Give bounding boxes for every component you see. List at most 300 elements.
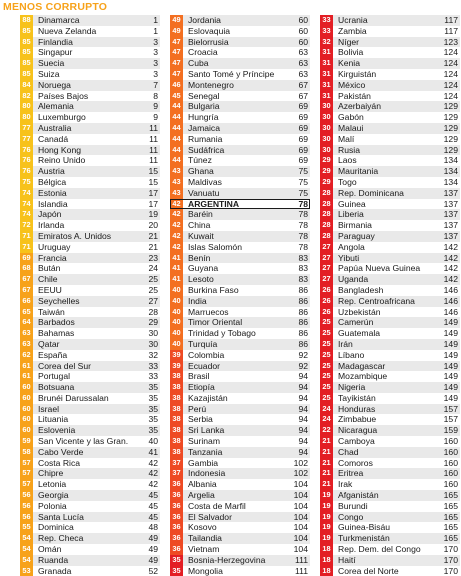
country-cell: Pakistán — [338, 90, 371, 101]
table-row — [170, 544, 310, 555]
table-row — [320, 47, 460, 58]
score-cell: 80 — [20, 101, 33, 112]
score-cell: 44 — [170, 145, 183, 156]
rank-cell: 49 — [148, 544, 158, 555]
table-row — [320, 468, 460, 479]
country-cell: Togo — [338, 176, 357, 187]
score-cell: 85 — [20, 58, 33, 69]
score-cell: 26 — [320, 285, 333, 296]
table-row — [320, 447, 460, 458]
score-cell: 27 — [320, 263, 333, 274]
country-cell: Kazajistán — [188, 392, 228, 403]
rank-cell: 67 — [282, 80, 310, 91]
score-cell: 30 — [320, 134, 333, 145]
rank-cell: 146 — [443, 306, 458, 317]
score-cell: 60 — [20, 404, 33, 415]
score-cell: 61 — [20, 361, 33, 372]
rank-cell: 129 — [432, 101, 460, 112]
country-cell: Ucrania — [333, 15, 432, 26]
table-row — [170, 479, 310, 490]
score-cell: 58 — [20, 447, 33, 458]
table-row — [170, 317, 310, 328]
rank-cell: 170 — [432, 555, 460, 566]
rank-cell: 129 — [443, 112, 458, 123]
score-cell: 53 — [20, 566, 33, 576]
table-row — [320, 199, 460, 210]
table-row — [20, 134, 160, 145]
table-row — [20, 328, 160, 339]
score-cell: 72 — [20, 220, 33, 231]
table-row — [170, 555, 310, 566]
rank-cell: 42 — [132, 468, 160, 479]
score-cell: 47 — [170, 69, 183, 80]
country-cell: Comoros — [338, 457, 373, 468]
score-cell: 40 — [170, 328, 183, 339]
country-cell: Montenegro — [183, 80, 282, 91]
score-cell: 25 — [320, 371, 333, 382]
country-cell: Zambia — [338, 25, 367, 36]
table-row — [170, 533, 310, 544]
rank-cell: 94 — [298, 392, 308, 403]
table-row — [320, 296, 460, 307]
country-cell: Croacia — [188, 47, 218, 58]
score-cell: 44 — [170, 134, 183, 145]
table-row — [20, 458, 160, 469]
table-row — [320, 101, 460, 112]
score-cell: 69 — [20, 253, 33, 264]
rank-cell: 134 — [432, 166, 460, 177]
score-cell: 33 — [320, 15, 333, 26]
rank-cell: 11 — [149, 133, 158, 144]
table-row — [170, 382, 310, 393]
score-cell: 49 — [170, 15, 183, 26]
score-cell: 38 — [170, 447, 183, 458]
table-row — [20, 479, 160, 490]
rank-cell: 124 — [432, 58, 460, 69]
score-cell: 42 — [170, 220, 183, 231]
table-row — [170, 361, 310, 372]
score-cell: 42 — [170, 209, 183, 220]
score-cell: 37 — [170, 458, 183, 469]
rank-cell: 7 — [132, 80, 160, 91]
score-cell: 60 — [20, 393, 33, 404]
score-cell: 19 — [320, 490, 333, 501]
country-cell: Lituania — [38, 414, 69, 425]
table-row — [320, 458, 460, 469]
score-cell: 66 — [20, 296, 33, 307]
rank-cell: 33 — [148, 371, 158, 382]
table-row — [20, 533, 160, 544]
country-cell: Vanuatu — [183, 188, 282, 199]
rank-cell: 149 — [432, 382, 460, 393]
rank-cell: 30 — [132, 339, 160, 350]
rank-cell: 75 — [298, 176, 308, 187]
rank-cell: 160 — [432, 447, 460, 458]
table-row — [320, 371, 460, 382]
rank-cell: 23 — [132, 253, 160, 264]
score-cell: 30 — [320, 112, 333, 123]
rank-cell: 94 — [282, 382, 310, 393]
table-row — [20, 242, 160, 253]
country-cell: Finlandia — [33, 37, 132, 48]
rank-cell: 63 — [298, 68, 308, 79]
score-cell: 24 — [320, 414, 333, 425]
country-cell: Irán — [333, 339, 432, 350]
table-row — [20, 253, 160, 264]
country-cell: Surinam — [188, 436, 220, 447]
score-cell: 84 — [20, 80, 33, 91]
table-row — [20, 220, 160, 231]
score-cell: 27 — [320, 253, 333, 264]
country-cell: Reino Unido — [38, 155, 86, 166]
country-cell: Qatar — [33, 339, 132, 350]
score-cell: 36 — [170, 522, 183, 533]
table-row — [20, 155, 160, 166]
score-cell: 45 — [170, 91, 183, 102]
country-cell: Uganda — [333, 274, 432, 285]
rank-cell: 134 — [443, 155, 458, 166]
score-cell: 28 — [320, 231, 333, 242]
score-cell: 43 — [170, 188, 183, 199]
score-cell: 22 — [320, 425, 333, 436]
score-cell: 41 — [170, 263, 183, 274]
country-cell: Bélgica — [38, 176, 67, 187]
table-title: MENOS CORRUPTO — [3, 1, 108, 13]
country-cell: Malaui — [333, 123, 432, 134]
country-cell: Timor Oriental — [183, 317, 282, 328]
country-cell: Zimbabue — [338, 414, 377, 425]
score-cell: 56 — [20, 512, 33, 523]
table-row — [170, 58, 310, 69]
country-cell: Mozambique — [338, 371, 388, 382]
score-cell: 56 — [20, 501, 33, 512]
country-cell: Brunéi Darussalan — [38, 392, 109, 403]
score-cell: 29 — [320, 177, 333, 188]
score-cell: 44 — [170, 112, 183, 123]
country-cell: Ruanda — [33, 555, 132, 566]
score-cell: 44 — [170, 123, 183, 134]
rank-cell: 24 — [148, 263, 158, 274]
table-row — [20, 501, 160, 512]
score-cell: 46 — [170, 80, 183, 91]
score-cell: 54 — [20, 533, 33, 544]
rank-cell: 45 — [132, 490, 160, 501]
ranking-column-1 — [20, 15, 160, 576]
country-cell: Rumania — [188, 133, 223, 144]
table-row — [170, 263, 310, 274]
rank-cell: 69 — [298, 112, 308, 123]
rank-cell: 94 — [298, 436, 308, 447]
table-row — [320, 339, 460, 350]
country-cell: Papúa Nueva Guinea — [338, 263, 421, 274]
rank-cell: 35 — [148, 392, 158, 403]
rank-cell: 157 — [443, 414, 458, 425]
table-row — [320, 231, 460, 242]
score-cell: 54 — [20, 555, 33, 566]
table-row — [20, 123, 160, 134]
country-cell: Níger — [333, 37, 432, 48]
country-cell: Canadá — [38, 133, 69, 144]
rank-cell: 104 — [293, 522, 308, 533]
score-cell: 54 — [20, 544, 33, 555]
rank-cell: 19 — [132, 209, 160, 220]
score-cell: 68 — [20, 263, 33, 274]
score-cell: 57 — [20, 479, 33, 490]
rank-cell: 1 — [132, 15, 160, 26]
country-cell: Vietnam — [188, 544, 220, 555]
country-cell: Tayikistán — [338, 392, 376, 403]
rank-cell: 142 — [443, 263, 458, 274]
country-cell: ARGENTINA — [188, 198, 240, 209]
rank-cell: 3 — [153, 68, 158, 79]
score-cell: 77 — [20, 123, 33, 134]
score-cell: 38 — [170, 414, 183, 425]
country-cell: México — [333, 80, 432, 91]
rank-cell: 45 — [132, 512, 160, 523]
score-cell: 85 — [20, 26, 33, 37]
rank-cell: 117 — [432, 15, 460, 26]
table-row — [320, 361, 460, 372]
rank-cell: 52 — [148, 565, 158, 576]
table-row — [320, 350, 460, 361]
table-row — [20, 544, 160, 555]
rank-cell: 159 — [432, 425, 460, 436]
rank-cell: 137 — [432, 188, 460, 199]
rank-cell: 60 — [298, 25, 308, 36]
rank-cell: 49 — [132, 533, 160, 544]
score-cell: 25 — [320, 361, 333, 372]
table-row — [320, 155, 460, 166]
rank-cell: 3 — [132, 58, 160, 69]
table-row — [320, 285, 460, 296]
table-row — [320, 58, 460, 69]
score-cell: 38 — [170, 371, 183, 382]
score-cell: 42 — [170, 231, 183, 242]
country-cell: Seychelles — [33, 296, 132, 307]
table-row — [20, 188, 160, 199]
country-cell: Tailandia — [183, 533, 282, 544]
country-cell: Colombia — [188, 349, 225, 360]
score-cell: 47 — [170, 37, 183, 48]
table-row — [320, 404, 460, 415]
country-cell: Birmania — [338, 220, 372, 231]
table-row — [20, 209, 160, 220]
table-row — [320, 253, 460, 264]
rank-cell: 9 — [153, 112, 158, 123]
rank-cell: 25 — [132, 274, 160, 285]
table-row — [320, 220, 460, 231]
country-cell: Turquía — [183, 339, 282, 350]
score-cell: 71 — [20, 231, 33, 242]
table-row — [320, 436, 460, 447]
table-row — [20, 285, 160, 296]
rank-cell: 137 — [432, 209, 460, 220]
table-row — [320, 145, 460, 156]
score-cell: 31 — [320, 91, 333, 102]
country-cell: Mauritania — [333, 166, 432, 177]
table-row — [20, 26, 160, 37]
country-cell: Guinea — [338, 198, 366, 209]
score-cell: 21 — [320, 458, 333, 469]
rank-cell: 83 — [282, 274, 310, 285]
rank-cell: 3 — [153, 47, 158, 58]
country-cell: Túnez — [188, 155, 212, 166]
country-cell: Uruguay — [38, 241, 71, 252]
table-row — [170, 231, 310, 242]
rank-cell: 78 — [282, 231, 310, 242]
country-cell: Laos — [338, 155, 357, 166]
country-cell: Etiopía — [183, 382, 282, 393]
score-cell: 25 — [320, 350, 333, 361]
country-cell: Japón — [33, 209, 132, 220]
rank-cell: 94 — [282, 425, 310, 436]
rank-cell: 35 — [132, 404, 160, 415]
table-row — [320, 382, 460, 393]
rank-cell: 165 — [432, 490, 460, 501]
country-cell: Baréin — [183, 209, 282, 220]
table-row — [320, 26, 460, 37]
score-cell: 47 — [170, 47, 183, 58]
table-row — [320, 188, 460, 199]
table-row — [20, 58, 160, 69]
rank-cell: 94 — [282, 404, 310, 415]
table-row-highlighted — [170, 199, 310, 210]
rank-cell: 92 — [298, 349, 308, 360]
country-cell: Nicaragua — [333, 425, 432, 436]
rank-cell: 142 — [443, 241, 458, 252]
country-cell: Rep. Checa — [33, 533, 132, 544]
country-cell: Australia — [33, 123, 132, 134]
table-row — [20, 382, 160, 393]
country-cell: Emiratos A. Unidos — [33, 231, 132, 242]
table-row — [170, 209, 310, 220]
rank-cell: 137 — [443, 220, 458, 231]
rank-cell: 160 — [443, 457, 458, 468]
table-row — [20, 371, 160, 382]
country-cell: Congo — [333, 512, 432, 523]
rank-cell: 137 — [443, 198, 458, 209]
score-cell: 28 — [320, 209, 333, 220]
rank-cell: 86 — [282, 296, 310, 307]
table-row — [320, 112, 460, 123]
score-cell: 30 — [320, 101, 333, 112]
score-cell: 42 — [170, 199, 183, 210]
rank-cell: 78 — [298, 198, 308, 209]
country-cell: Turkmenistán — [333, 533, 432, 544]
country-cell: Eslovaquia — [188, 25, 231, 36]
score-cell: 65 — [20, 307, 33, 318]
rank-cell: 32 — [148, 349, 158, 360]
score-cell: 19 — [320, 501, 333, 512]
country-cell: Malí — [338, 133, 355, 144]
table-row — [320, 134, 460, 145]
country-cell: Ghana — [183, 166, 282, 177]
country-cell: Trinidad y Tobago — [188, 328, 256, 339]
score-cell: 36 — [170, 490, 183, 501]
score-cell: 19 — [320, 512, 333, 523]
rank-cell: 160 — [432, 468, 460, 479]
score-cell: 25 — [320, 328, 333, 339]
rank-cell: 17 — [148, 198, 158, 209]
country-cell: Paraguay — [333, 231, 432, 242]
table-row — [320, 274, 460, 285]
country-cell: Eritrea — [333, 468, 432, 479]
rank-cell: 21 — [148, 241, 158, 252]
rank-cell: 69 — [282, 101, 310, 112]
table-row — [20, 522, 160, 533]
rank-cell: 83 — [282, 253, 310, 264]
country-cell: Costa Rica — [38, 457, 81, 468]
country-cell: Guatemala — [338, 328, 381, 339]
score-cell: 38 — [170, 393, 183, 404]
country-cell: Granada — [38, 565, 72, 576]
rank-cell: 149 — [432, 361, 460, 372]
rank-cell: 42 — [148, 479, 158, 490]
table-row — [20, 80, 160, 91]
rank-cell: 63 — [282, 58, 310, 69]
table-row — [170, 220, 310, 231]
rank-cell: 134 — [443, 176, 458, 187]
country-cell: Serbia — [188, 414, 213, 425]
score-cell: 30 — [320, 123, 333, 134]
score-cell: 76 — [20, 145, 33, 156]
score-cell: 44 — [170, 155, 183, 166]
score-cell: 38 — [170, 382, 183, 393]
score-cell: 82 — [20, 91, 33, 102]
rank-cell: 104 — [282, 533, 310, 544]
table-row — [320, 242, 460, 253]
table-row — [320, 414, 460, 425]
score-cell: 37 — [170, 468, 183, 479]
table-row — [20, 296, 160, 307]
score-cell: 43 — [170, 166, 183, 177]
score-cell: 77 — [20, 134, 33, 145]
country-cell: Kenia — [333, 58, 432, 69]
rank-cell: 11 — [149, 155, 158, 166]
rank-cell: 42 — [148, 457, 158, 468]
score-cell: 26 — [320, 307, 333, 318]
score-cell: 18 — [320, 544, 333, 555]
country-cell: Suecia — [33, 58, 132, 69]
country-cell: China — [188, 220, 211, 231]
score-cell: 35 — [170, 555, 183, 566]
table-row — [170, 436, 310, 447]
table-row — [20, 393, 160, 404]
table-row — [20, 361, 160, 372]
country-cell: Kuwait — [183, 231, 282, 242]
score-cell: 41 — [170, 253, 183, 264]
rank-cell: 33 — [132, 361, 160, 372]
table-row — [20, 274, 160, 285]
table-row — [20, 425, 160, 436]
country-cell: Kosovo — [188, 522, 217, 533]
table-row — [20, 69, 160, 80]
country-cell: Rep. Dem. del Congo — [338, 544, 421, 555]
score-cell: 27 — [320, 242, 333, 253]
country-cell: Maldivas — [188, 176, 222, 187]
rank-cell: 86 — [298, 306, 308, 317]
table-row — [170, 47, 310, 58]
table-row — [20, 199, 160, 210]
table-row — [170, 69, 310, 80]
table-row — [170, 447, 310, 458]
country-cell: Kirguistán — [338, 68, 377, 79]
rank-cell: 160 — [443, 479, 458, 490]
table-row — [170, 296, 310, 307]
country-cell: Islandia — [38, 198, 68, 209]
table-row — [320, 166, 460, 177]
score-cell: 33 — [320, 26, 333, 37]
